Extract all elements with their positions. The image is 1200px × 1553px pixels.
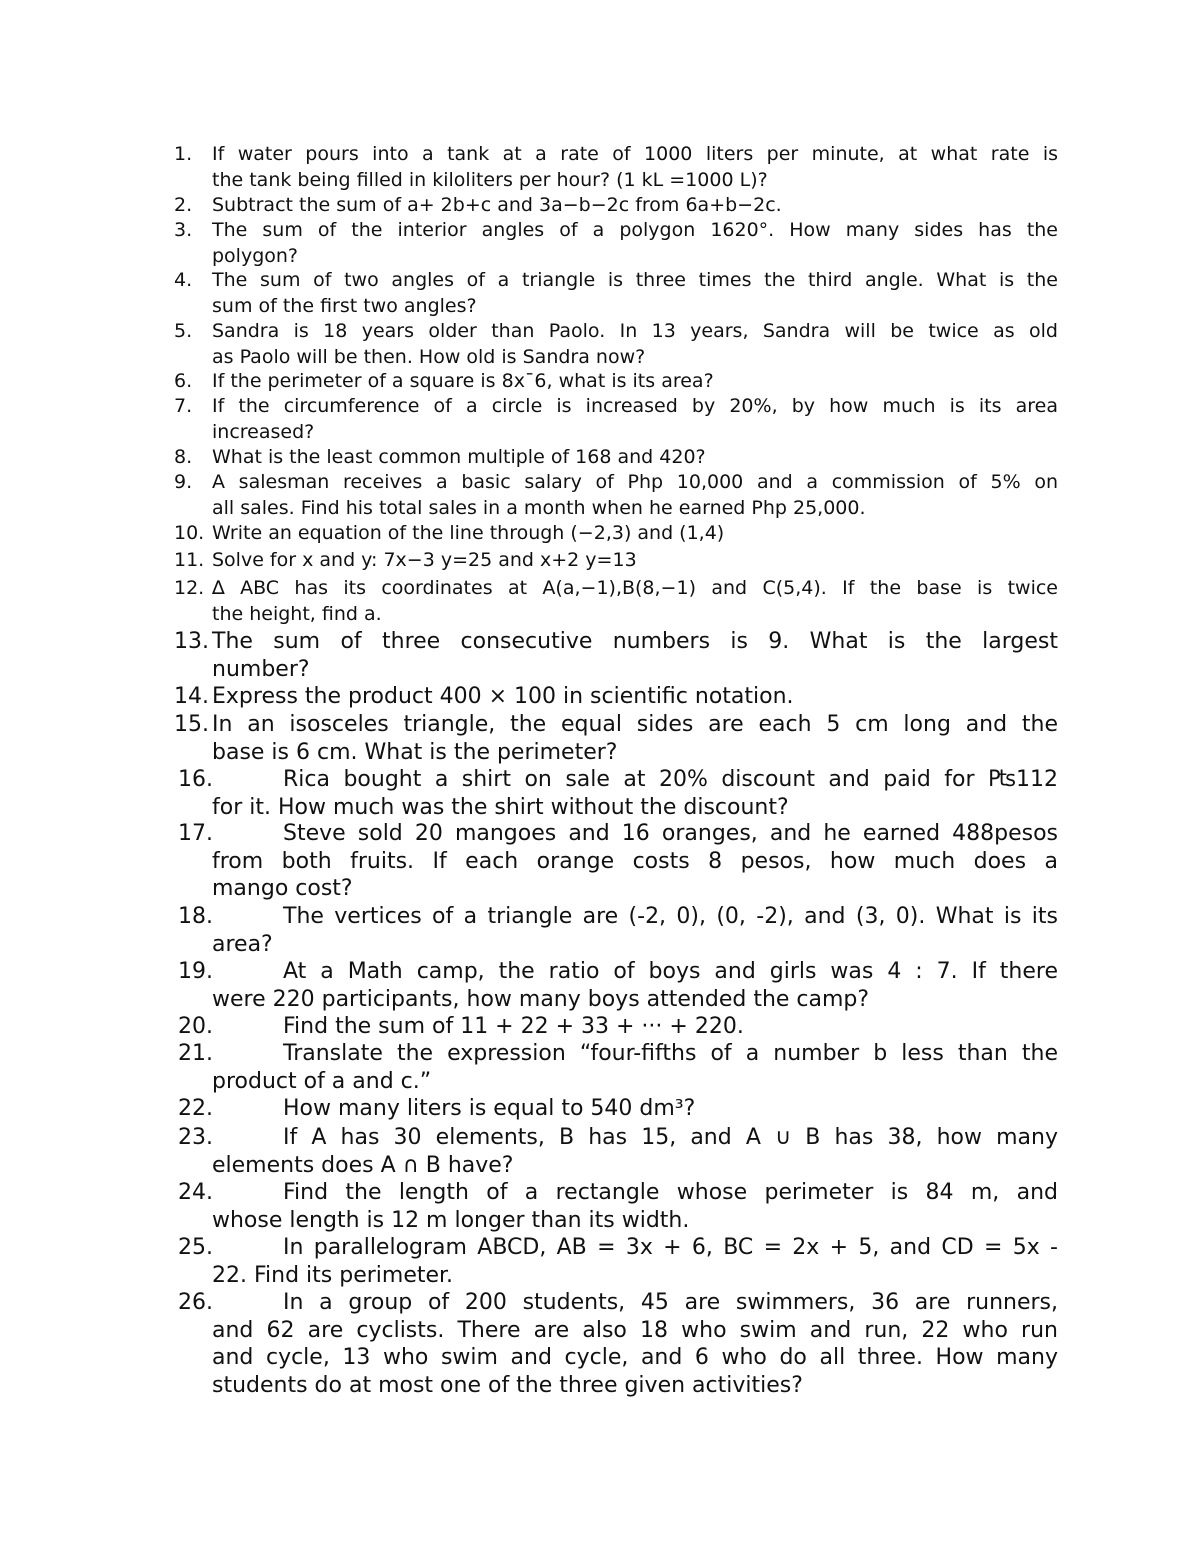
question-number: 19. [178, 959, 213, 984]
question-text: If A has 30 elements, B has 15, and A ∪ B has 38, how many [283, 1125, 1058, 1150]
question-12 [174, 576, 1058, 627]
question-number: 13. [174, 629, 209, 654]
question-number: 26. [178, 1290, 213, 1315]
question-text: At a Math camp, the ratio of boys and girls was 4 : 7. If there [283, 959, 1058, 984]
question-text: If the circumference of a circle is increased by 20%, by how much is its area [212, 395, 1058, 417]
question-number: 11. [174, 549, 205, 571]
question-text: sum of the first two angles? [212, 294, 477, 317]
question-number: 17. [178, 821, 213, 846]
question-23 [174, 1124, 1058, 1179]
question-text: polygon? [212, 244, 299, 267]
question-number: 8. [174, 446, 193, 468]
question-number: 12. [174, 577, 205, 599]
question-13 [174, 628, 1058, 683]
question-17 [174, 820, 1058, 903]
question-text: students do at most one of the three given activities? [212, 1372, 803, 1398]
question-text: In an isosceles triangle, the equal sides are each 5 cm long and the [212, 712, 1058, 737]
question-number: 22. [178, 1096, 213, 1121]
question-text: What is the least common multiple of 168 and 420? [212, 446, 706, 468]
question-7 [174, 394, 1058, 445]
question-21 [174, 1040, 1058, 1095]
question-number: 6. [174, 370, 193, 392]
question-number: 9. [174, 471, 193, 493]
question-text: and cycle, 13 who swim and cycle, and 6 who do all three. How many [212, 1345, 1058, 1370]
question-20 [174, 1013, 1058, 1041]
question-text: How many liters is equal to 540 dm³? [283, 1096, 696, 1121]
question-1 [174, 142, 1058, 193]
question-number: 21. [178, 1041, 213, 1066]
question-text: base is 6 cm. What is the perimeter? [212, 739, 618, 765]
question-number: 18. [178, 904, 213, 929]
question-10 [174, 521, 1058, 547]
question-number: 24. [178, 1180, 213, 1205]
question-text: In a group of 200 students, 45 are swimmers, 36 are runners, [283, 1290, 1058, 1315]
question-text: The sum of the interior angles of a polygon 1620°. How many sides has the [212, 219, 1058, 241]
question-number: 25. [178, 1235, 213, 1260]
question-number: 16. [178, 767, 213, 792]
question-text: The sum of three consecutive numbers is 9. What is the largest [212, 629, 1058, 654]
question-14 [174, 683, 1058, 711]
question-number: 10. [174, 522, 205, 544]
question-9 [174, 470, 1058, 521]
question-3 [174, 218, 1058, 269]
question-text: and 62 are cyclists. There are also 18 who swim and run, 22 who run [212, 1317, 1058, 1343]
question-text: the tank being filled in kiloliters per hour? (1 kL =1000 L)? [212, 168, 768, 191]
question-2 [174, 193, 1058, 219]
question-text: Express the product 400 × 100 in scientific notation. [212, 684, 794, 709]
question-16 [174, 766, 1058, 821]
question-text: area? [212, 931, 273, 957]
question-number: 2. [174, 194, 193, 216]
question-text: elements does A ∩ B have? [212, 1152, 514, 1178]
question-text: Find the length of a rectangle whose perimeter is 84 m, and [283, 1180, 1058, 1205]
question-number: 4. [174, 269, 193, 291]
question-text: If the perimeter of a square is 8x¯6, what is its area? [212, 370, 714, 392]
question-text: If water pours into a tank at a rate of 1000 liters per minute, at what rate is [212, 143, 1058, 165]
question-text: increased? [212, 420, 315, 443]
question-5 [174, 319, 1058, 370]
question-11 [174, 548, 1058, 574]
question-8 [174, 445, 1058, 471]
question-text: Write an equation of the line through (−2,3) and (1,4) [212, 522, 725, 544]
question-18 [174, 903, 1058, 958]
question-text: from both fruits. If each orange costs 8 pesos, how much does a [212, 848, 1058, 874]
question-text: Sandra is 18 years older than Paolo. In 13 years, Sandra will be twice as old [212, 320, 1058, 342]
question-number: 20. [178, 1014, 213, 1039]
question-26 [174, 1289, 1058, 1399]
question-text: 22. Find its perimeter. [212, 1262, 454, 1288]
question-text: Find the sum of 11 + 22 + 33 + ··· + 220. [283, 1014, 744, 1039]
question-25 [174, 1234, 1058, 1289]
question-19 [174, 958, 1058, 1013]
question-number: 3. [174, 219, 193, 241]
question-text: Rica bought a shirt on sale at 20% discount and paid for ₧112 [283, 767, 1058, 792]
question-text: all sales. Find his total sales in a month when he earned Php 25,000. [212, 496, 866, 519]
question-text: product of a and c.” [212, 1068, 432, 1094]
question-text: ∆ ABC has its coordinates at A(a,−1),B(8,−1) and C(5,4). If the base is twice [212, 577, 1058, 599]
question-text: Steve sold 20 mangoes and 16 oranges, and he earned 488pesos [283, 821, 1058, 846]
question-text: A salesman receives a basic salary of Php 10,000 and a commission of 5% on [212, 471, 1058, 493]
question-number: 14. [174, 684, 209, 709]
question-number: 15. [174, 712, 209, 737]
question-15 [174, 711, 1058, 766]
question-text: Solve for x and y: 7x−3 y=25 and x+2 y=13 [212, 549, 637, 571]
question-text: whose length is 12 m longer than its width. [212, 1207, 690, 1233]
question-text: as Paolo will be then. How old is Sandra now? [212, 345, 646, 368]
question-number: 1. [174, 143, 193, 165]
question-number: 5. [174, 320, 193, 342]
question-6 [174, 369, 1058, 395]
question-number: 23. [178, 1125, 213, 1150]
question-text: The vertices of a triangle are (-2, 0), (0, -2), and (3, 0). What is its [283, 904, 1058, 929]
question-text: Translate the expression “four-fifths of a number b less than the [283, 1041, 1058, 1066]
question-text: Subtract the sum of a+ 2b+c and 3a−b−2c from 6a+b−2c. [212, 194, 782, 216]
question-number: 7. [174, 395, 193, 417]
question-text: for it. How much was the shirt without the discount? [212, 794, 789, 820]
question-4 [174, 268, 1058, 319]
question-text: number? [212, 656, 310, 682]
question-text: were 220 participants, how many boys attended the camp? [212, 986, 870, 1012]
question-text: The sum of two angles of a triangle is three times the third angle. What is the [212, 269, 1058, 291]
question-22 [174, 1095, 1058, 1123]
question-text: mango cost? [212, 876, 353, 901]
question-24 [174, 1179, 1058, 1234]
question-text: In parallelogram ABCD, AB = 3x + 6, BC = 2x + 5, and CD = 5x - [283, 1235, 1058, 1260]
question-text: the height, find a. [212, 602, 382, 625]
